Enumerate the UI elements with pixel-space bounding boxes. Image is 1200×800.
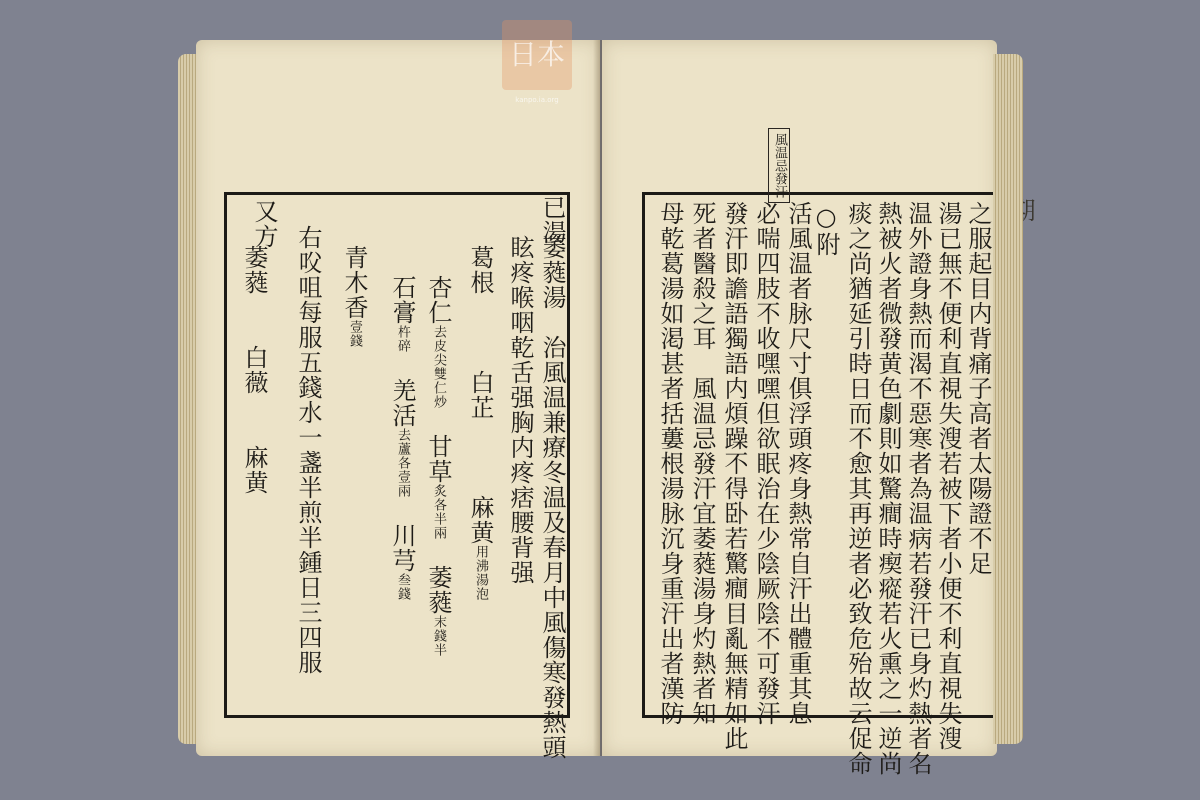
watermark-logo xyxy=(502,20,572,104)
text-column: 痰之尚猶延引時日而不愈其再逆者必致危殆故云促命 xyxy=(844,201,872,776)
ingredient-note: 杵碎 xyxy=(395,325,410,353)
text-column xyxy=(341,245,367,348)
text-column: 湯已無不便利直視失溲若被下者小便不利直視失溲 xyxy=(934,201,962,751)
ingredient-note: 炙各半兩 xyxy=(431,484,446,540)
text-column: 發汗即譫語獨語内煩躁不得卧若驚癎目亂無精如此 xyxy=(720,201,748,751)
text-column: 熱被火者微發黄色劇則如驚癎時瘈瘲若火熏之一逆尚 xyxy=(874,201,902,776)
ingredient-note: 叁錢 xyxy=(395,573,410,601)
text-column: 又方 xyxy=(250,199,278,249)
text-column: 活風温者脉尺寸俱浮頭疼身熱常自汗出體重其息 xyxy=(784,201,812,726)
ingredient-note: 去蘆各壹兩 xyxy=(395,428,410,498)
ingredient-text: 甘草 xyxy=(424,434,452,484)
ingredient-text: 葛根 白芷 麻黄 xyxy=(466,245,494,545)
ingredient-text: 青木香 xyxy=(340,245,368,320)
right-text-frame xyxy=(642,192,1000,776)
text-column: 已湯 xyxy=(538,195,566,245)
open-book xyxy=(178,40,1026,776)
watermark-url: kanpo.ia.org xyxy=(515,96,559,104)
ingredient-note: 壹錢 xyxy=(347,320,362,348)
ingredient-note: 去皮尖雙仁炒 xyxy=(431,325,446,409)
ingredient-text: 萎蕤 xyxy=(424,565,452,615)
text-column xyxy=(425,275,451,657)
ingredient-note: 用沸湯泡 xyxy=(473,545,488,601)
margin-label: 風温忌發汗 xyxy=(768,128,790,203)
text-column: 之服起目内背痛子高者太陽證不足 xyxy=(964,201,992,576)
ingredient-text: 杏仁 xyxy=(424,275,452,325)
text-column: 萎蕤 白薇 麻黄 xyxy=(240,245,268,495)
text-column xyxy=(389,275,415,601)
text-column: 母乾葛湯如渇甚者括蔞根湯脉沉身重汗出者漢防 xyxy=(656,201,684,726)
text-column: 必喘四肢不收嘿嘿但欲眠治在少陰厥陰不可發汗 xyxy=(752,201,780,726)
ingredient-text: 石膏 xyxy=(388,275,416,325)
right-page-edge xyxy=(993,54,1023,744)
left-page-edge xyxy=(178,54,198,744)
section-marker: ○附 xyxy=(812,203,840,257)
text-column: 温外證身熱而渴不惡寒者為温病若發汗已身灼熱者名 xyxy=(904,201,932,776)
ingredient-text: 羌活 xyxy=(388,378,416,428)
text-column: 萎蕤湯 治風温兼療冬温及春月中風傷寒發熱頭 xyxy=(538,235,566,760)
text-column xyxy=(467,245,493,601)
left-page xyxy=(196,40,600,760)
watermark-text: 日本 xyxy=(508,38,565,71)
left-text-frame xyxy=(224,192,570,760)
text-column: 眩疼喉咽乾舌强胸内疼痞腰背强 xyxy=(506,235,534,585)
ingredient-note: 末錢半 xyxy=(431,615,446,657)
text-column: 死者醫殺之耳 風温忌發汗宜萎蕤湯身灼熱者知 xyxy=(688,201,716,726)
text-column: 右㕮咀每服五錢水一盞半煎半鍾日三四服 xyxy=(294,225,322,675)
ingredient-text: 川芎 xyxy=(388,523,416,573)
